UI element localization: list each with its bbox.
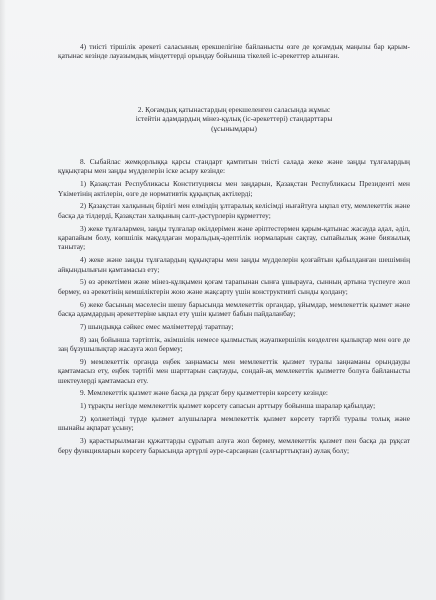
paragraph-9: 9. Мемлекеттік қызмет және басқа да рұқсат беру қызметтерін көрсету кезінде:	[80, 388, 328, 398]
list-item: 3) қарастырылмаған құжаттарды сұратып алуға жол бермеу, мемлекеттік қызмет пен басқа да рұқсат беру функцияларын көрсету барысында әртүрлі әуре-сарсаңнан (салғырттықтан) аулақ болу;	[58, 436, 410, 455]
intro-paragraph: 4) тиісті тіршілік әрекеті саласының ерекшелігіне байланысты өзге де қоғамдық маңызы бар қарым-қатынас кезінде лауазымдық міндеттерді орындау бойынша тікелей іс-әрекеттер алынған.	[58, 42, 410, 61]
list-item: 5) өз әрекетімен және мінез-құлқымен қоғам тарапынан сынға ұшырауға, сынның артына түспеуге жол бермеу, өз әрекетінің кемшіліктерін жою және жақсарту үшін конструктивті сынды қолдану;	[58, 277, 410, 296]
section-title	[58, 105, 410, 133]
list-item: 6) жеке басының мәселесін шешу барысында мемлекеттік органдар, ұйымдар, мемлекеттік қызмет және басқа адамдардың әрекеттеріне ықпал ету үшін қызмет бабын пайдаланбау;	[58, 299, 410, 319]
section-title-line: (ұсынымдары)	[211, 123, 257, 133]
list-item: 1) Қазақстан Республикасы Конституциясы мен заңдарын, Қазақстан Республикасы Президенті мен Үкіметінің актілерін, өзге де нормативтік құқықтық актілерді;	[58, 179, 410, 198]
list-item: 2) Қазақстан халқының бірлігі мен елміздің ұлтаралық келісімді нығайтуға ықпал ету, мемлекеттік және басқа да тілдерді, Қазақстан халқының салт-дәстүрлерін құрметтеу;	[58, 201, 410, 220]
list-item: 1) тұрақты негізде мемлекеттік қызмет көрсету сапасын арттыру бойынша шаралар қабылдау;	[80, 401, 376, 411]
scan-edge-shadow	[0, 0, 6, 600]
list-item: 2) қолжетімді түрде қызмет алушыларға мемлекеттік қызмет көрсету тәртібі туралы толық және шынайы ақпарат ұсыну;	[58, 414, 410, 433]
list-item: 8) заң бойынша тәртіптік, әкімшілік немесе қылмыстық жауапкершілік көзделген қылықтар мен өзге де заң бұзушылықтар жасауға жол бермеу;	[58, 334, 410, 354]
paragraph-8: 8. Сыбайлас жемқорлыққа қарсы стандарт қамтитын тиісті салада жеке және заңды тұлғалардың құқықтары мен заңды мүдделерін іске асыру кезінде:	[58, 157, 410, 176]
list-item: 7) шындыққа сәйкес емес мәліметтерді таратпау;	[80, 321, 234, 331]
list-item: 9) мемлекеттік органда еңбек заңнамасы мен мемлекеттік қызмет туралы заңнаманы орындауды қамтамасыз ету, еңбек тәртібі мен шарттарын сақтауды, сондай-ақ мемлекеттік қызметте болуға байланысты шектеулерді қамтамасыз ету.	[58, 356, 410, 385]
section-title-line: 2. Қоғамдық қатынастардың ерекшеленген саласында жұмыс	[137, 104, 331, 114]
list-item: 3) жеке тұлғалармен, заңды тұлғалар өкілдерімен және әріптестермен қарым-қатынас жасауда адал, әділ, қарапайым болу, көпшілік мақұлдаған моральдық-әдептілік нормаларын сақтау, сыпайылық және биязылық танытау;	[58, 223, 410, 252]
section-title-line: істейтін адамдардың мінез-құлық (іс-әрекеттері) стандарттары	[135, 114, 333, 124]
list-item: 4) жеке және заңды тұлғалардың құқықтары мен заңды мүдделерін қозғайтын қабылданған шешімнің айқындылығын қамтамасыз ету;	[58, 255, 410, 274]
